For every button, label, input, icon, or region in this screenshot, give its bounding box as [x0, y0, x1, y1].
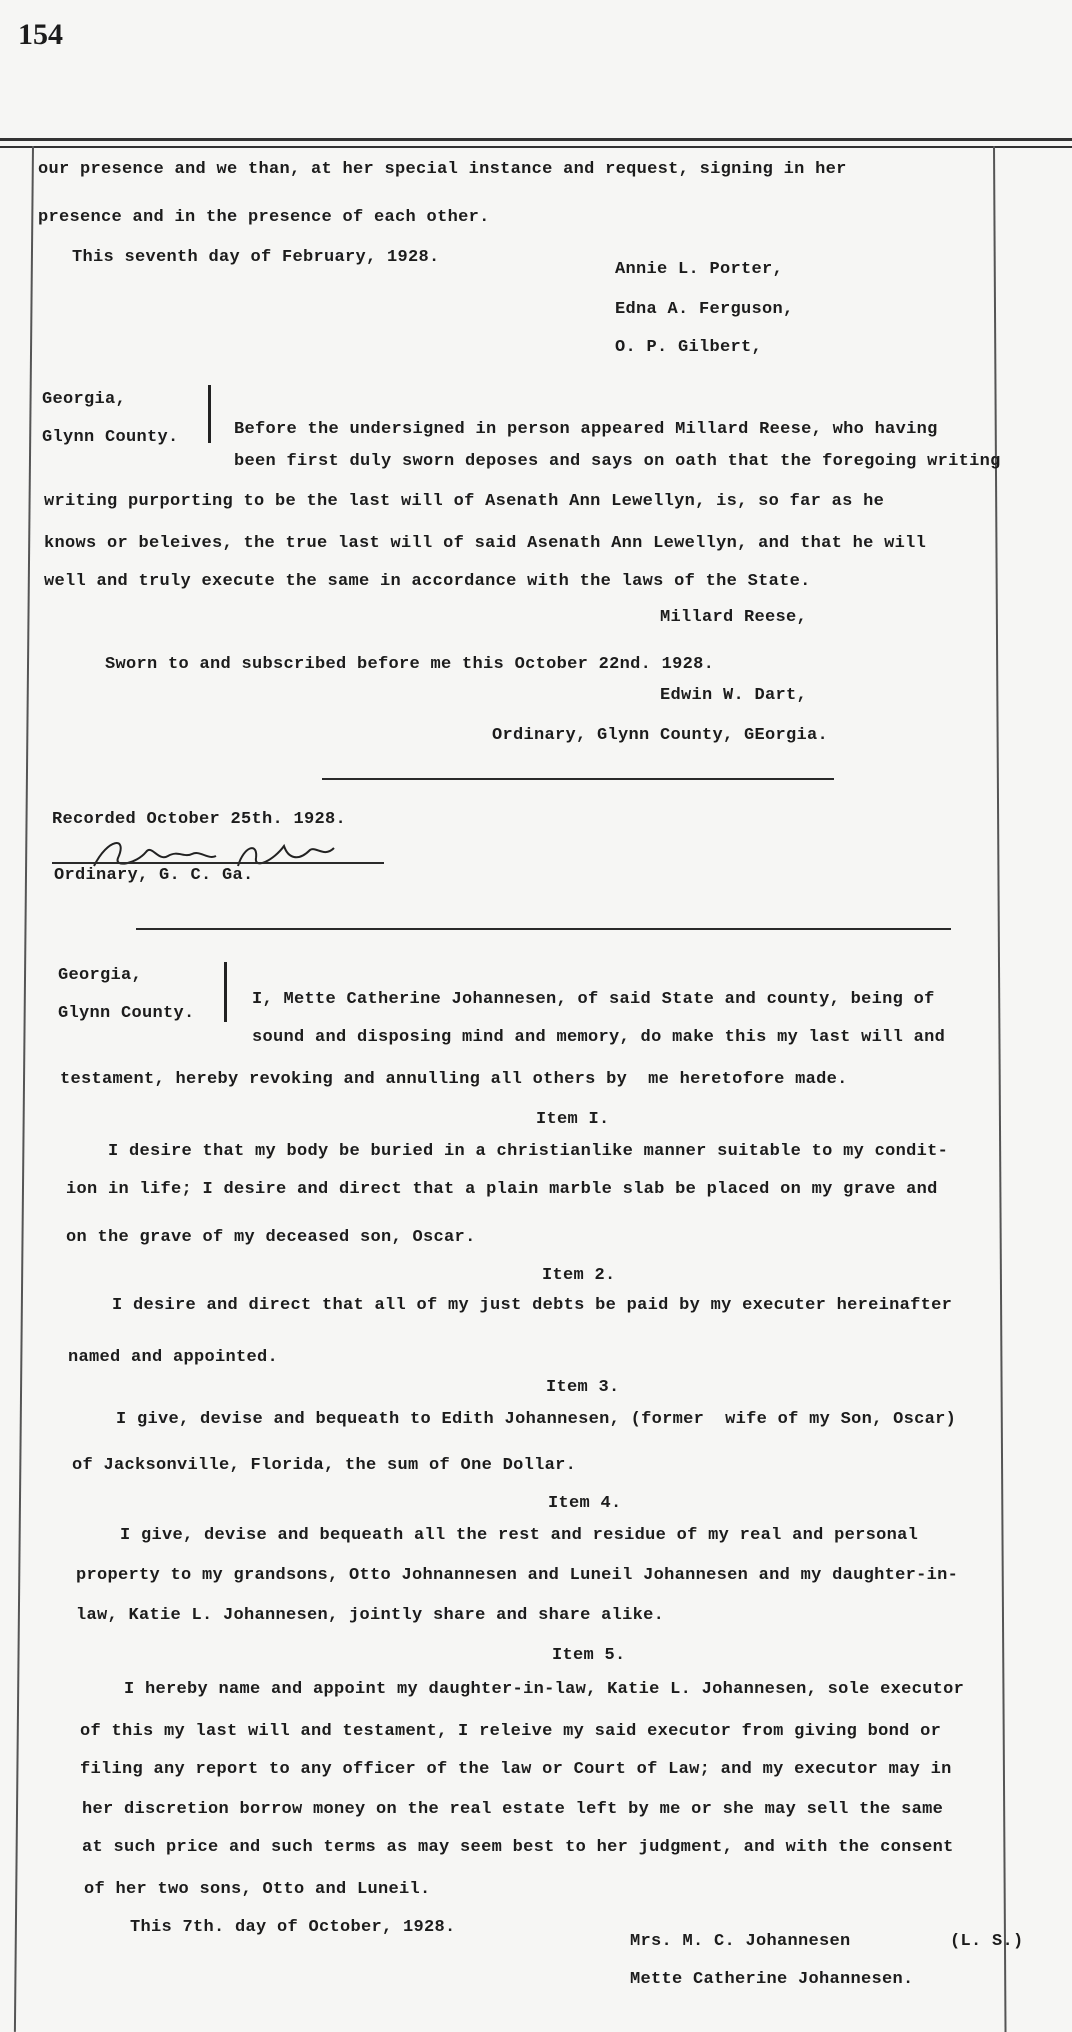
item-2-line-2: named and appointed. [68, 1348, 279, 1367]
recorded-title: Ordinary, G. C. Ga. [54, 866, 254, 885]
witness-2: Edna A. Ferguson, [615, 300, 794, 319]
item-1-line-1: I desire that my body be buried in a christianlike manner suitable to my condit- [108, 1142, 949, 1161]
top-border-inner [0, 146, 1072, 148]
first-will-date: This seventh day of February, 1928. [72, 248, 440, 267]
item-5-line-6: of her two sons, Otto and Luneil. [84, 1880, 431, 1899]
item-1-line-3: on the grave of my deceased son, Oscar. [66, 1228, 476, 1247]
intro-line-2: sound and disposing mind and memory, do make this my last will and [252, 1028, 946, 1047]
recorded-line: Recorded October 25th. 1928. [52, 810, 347, 829]
venue-brace [208, 385, 211, 443]
divider-1 [322, 778, 834, 780]
witness-3: O. P. Gilbert, [615, 338, 763, 357]
top-border [0, 138, 1072, 141]
executor-signature: Millard Reese, [660, 608, 808, 627]
page-number: 154 [18, 18, 63, 51]
attestation-line-1: our presence and we than, at her special instance and request, signing in her [38, 160, 847, 179]
witness-1: Annie L. Porter, [615, 260, 784, 279]
item-4-line-1: I give, devise and bequeath all the rest and residue of my real and personal [120, 1526, 919, 1545]
venue2-state: Georgia, [58, 966, 143, 985]
item-5-line-5: at such price and such terms as may seem best to her judgment, and with the consent [82, 1838, 954, 1857]
item-4-line-3: law, Katie L. Johannesen, jointly share and share alike. [76, 1606, 665, 1625]
venue-state: Georgia, [42, 390, 127, 409]
oath-line-5: well and truly execute the same in accordance with the laws of the State. [44, 572, 811, 591]
testator-signature-2: Mette Catherine Johannesen. [630, 1970, 914, 1989]
item-5-line-2: of this my last will and testament, I releive my said executor from giving bond or [80, 1722, 942, 1741]
venue2-county: Glynn County. [58, 1004, 195, 1023]
divider-2 [136, 928, 951, 930]
oath-line-3: writing purporting to be the last will of Asenath Ann Lewellyn, is, so far as he [44, 492, 885, 511]
item-2-line-1: I desire and direct that all of my just debts be paid by my executer hereinafter [112, 1296, 953, 1315]
item-2-heading: Item 2. [542, 1266, 616, 1285]
venue-county: Glynn County. [42, 428, 179, 447]
second-will-date: This 7th. day of October, 1928. [130, 1918, 456, 1937]
signature-line [52, 862, 384, 864]
item-5-line-4: her discretion borrow money on the real estate left by me or she may sell the same [82, 1800, 944, 1819]
ordinary-name: Edwin W. Dart, [660, 686, 808, 705]
left-margin-line [14, 146, 34, 2032]
item-5-line-3: filing any report to any officer of the law or Court of Law; and my executor may in [80, 1760, 952, 1779]
venue2-brace [224, 962, 227, 1022]
item-3-line-1: I give, devise and bequeath to Edith Johannesen, (former wife of my Son, Oscar) [116, 1410, 957, 1429]
item-3-heading: Item 3. [546, 1378, 620, 1397]
item-1-line-2: ion in life; I desire and direct that a plain marble slab be placed on my grave and [66, 1180, 938, 1199]
item-5-line-1: I hereby name and appoint my daughter-in-law, Katie L. Johannesen, sole executor [124, 1680, 965, 1699]
ordinary-title: Ordinary, Glynn County, GEorgia. [492, 726, 829, 745]
right-margin-line [993, 146, 1007, 2032]
attestation-line-2: presence and in the presence of each other. [38, 208, 490, 227]
intro-line-1: I, Mette Catherine Johannesen, of said State and county, being of [252, 990, 935, 1009]
seal: (L. S.) [950, 1932, 1024, 1951]
item-3-line-2: of Jacksonville, Florida, the sum of One Dollar. [72, 1456, 577, 1475]
oath-line-2: been first duly sworn deposes and says on oath that the foregoing writing [234, 452, 1001, 471]
oath-line-4: knows or beleives, the true last will of said Asenath Ann Lewellyn, and that he will [44, 534, 927, 553]
intro-line-3: testament, hereby revoking and annulling all others by me heretofore made. [60, 1070, 848, 1089]
sworn-line: Sworn to and subscribed before me this October 22nd. 1928. [105, 655, 715, 674]
oath-line-1: Before the undersigned in person appeared Millard Reese, who having [234, 420, 938, 439]
item-1-heading: Item I. [536, 1110, 610, 1129]
testator-signature-1: Mrs. M. C. Johannesen [630, 1932, 851, 1951]
item-4-line-2: property to my grandsons, Otto Johnannesen and Luneil Johannesen and my daughter-in- [76, 1566, 959, 1585]
item-4-heading: Item 4. [548, 1494, 622, 1513]
item-5-heading: Item 5. [552, 1646, 626, 1665]
